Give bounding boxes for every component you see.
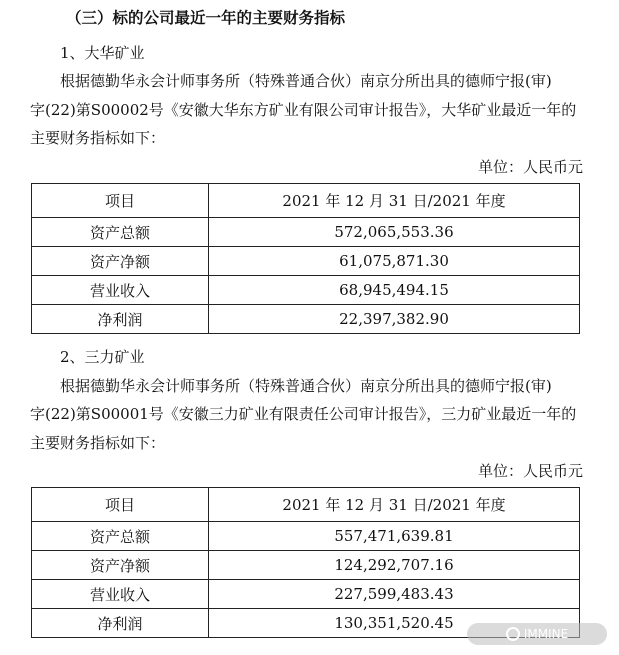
unit-label: 单位：人民币元 xyxy=(477,462,583,480)
section-heading: （三）标的公司最近一年的主要财务指标 xyxy=(66,8,346,27)
company-1-subheading: 1、大华矿业 xyxy=(60,44,145,62)
row-item: 资产净额 xyxy=(32,247,209,276)
camera-icon xyxy=(506,627,520,641)
table-header-row xyxy=(32,184,580,218)
row-item: 资产总额 xyxy=(32,522,209,551)
company-2-paragraph-line-3: 主要财务指标如下： xyxy=(30,434,166,452)
row-value: 557,471,639.81 xyxy=(209,522,580,551)
table-row xyxy=(32,247,580,276)
company-2-paragraph-line-1: 根据德勤华永会计师事务所（特殊普通合伙）南京分所出具的德师宁报(审) xyxy=(60,377,552,395)
company-1-paragraph-line-1: 根据德勤华永会计师事务所（特殊普通合伙）南京分所出具的德师宁报(审) xyxy=(60,72,552,90)
company-1-paragraph-line-3: 主要财务指标如下： xyxy=(30,129,166,147)
table-row xyxy=(32,305,580,334)
company-1-paragraph-line-2: 字(22)第S00002号《安徽大华东方矿业有限公司审计报告》，大华矿业最近一年的 xyxy=(30,101,577,119)
unit-label: 单位：人民币元 xyxy=(477,158,583,176)
header-period: 2021 年 12 月 31 日/2021 年度 xyxy=(209,184,580,218)
company-1-financial-table xyxy=(31,183,580,334)
header-period: 2021 年 12 月 31 日/2021 年度 xyxy=(209,488,580,522)
row-value: 61,075,871.30 xyxy=(209,247,580,276)
table-row xyxy=(32,218,580,247)
company-2-subheading: 2、三力矿业 xyxy=(60,348,145,366)
row-item: 营业收入 xyxy=(32,276,209,305)
header-item: 项目 xyxy=(32,488,209,522)
table-row xyxy=(32,276,580,305)
company-2-financial-table xyxy=(31,487,580,638)
header-item: 项目 xyxy=(32,184,209,218)
row-value: 68,945,494.15 xyxy=(209,276,580,305)
row-item: 资产净额 xyxy=(32,551,209,580)
table-row xyxy=(32,580,580,609)
row-value: 227,599,483.43 xyxy=(209,580,580,609)
row-value: 22,397,382.90 xyxy=(209,305,580,334)
table-row xyxy=(32,522,580,551)
row-value: 572,065,553.36 xyxy=(209,218,580,247)
row-item: 净利润 xyxy=(32,305,209,334)
table-row xyxy=(32,551,580,580)
row-value: 124,292,707.16 xyxy=(209,551,580,580)
watermark xyxy=(467,623,607,645)
row-item: 资产总额 xyxy=(32,218,209,247)
row-value: 130,351,520.45 xyxy=(209,609,580,638)
row-item: 净利润 xyxy=(32,609,209,638)
company-2-paragraph-line-2: 字(22)第S00001号《安徽三力矿业有限责任公司审计报告》，三力矿业最近一年的 xyxy=(30,405,577,423)
watermark-text: IMMINE xyxy=(523,627,569,641)
row-item: 营业收入 xyxy=(32,580,209,609)
table-header-row xyxy=(32,488,580,522)
